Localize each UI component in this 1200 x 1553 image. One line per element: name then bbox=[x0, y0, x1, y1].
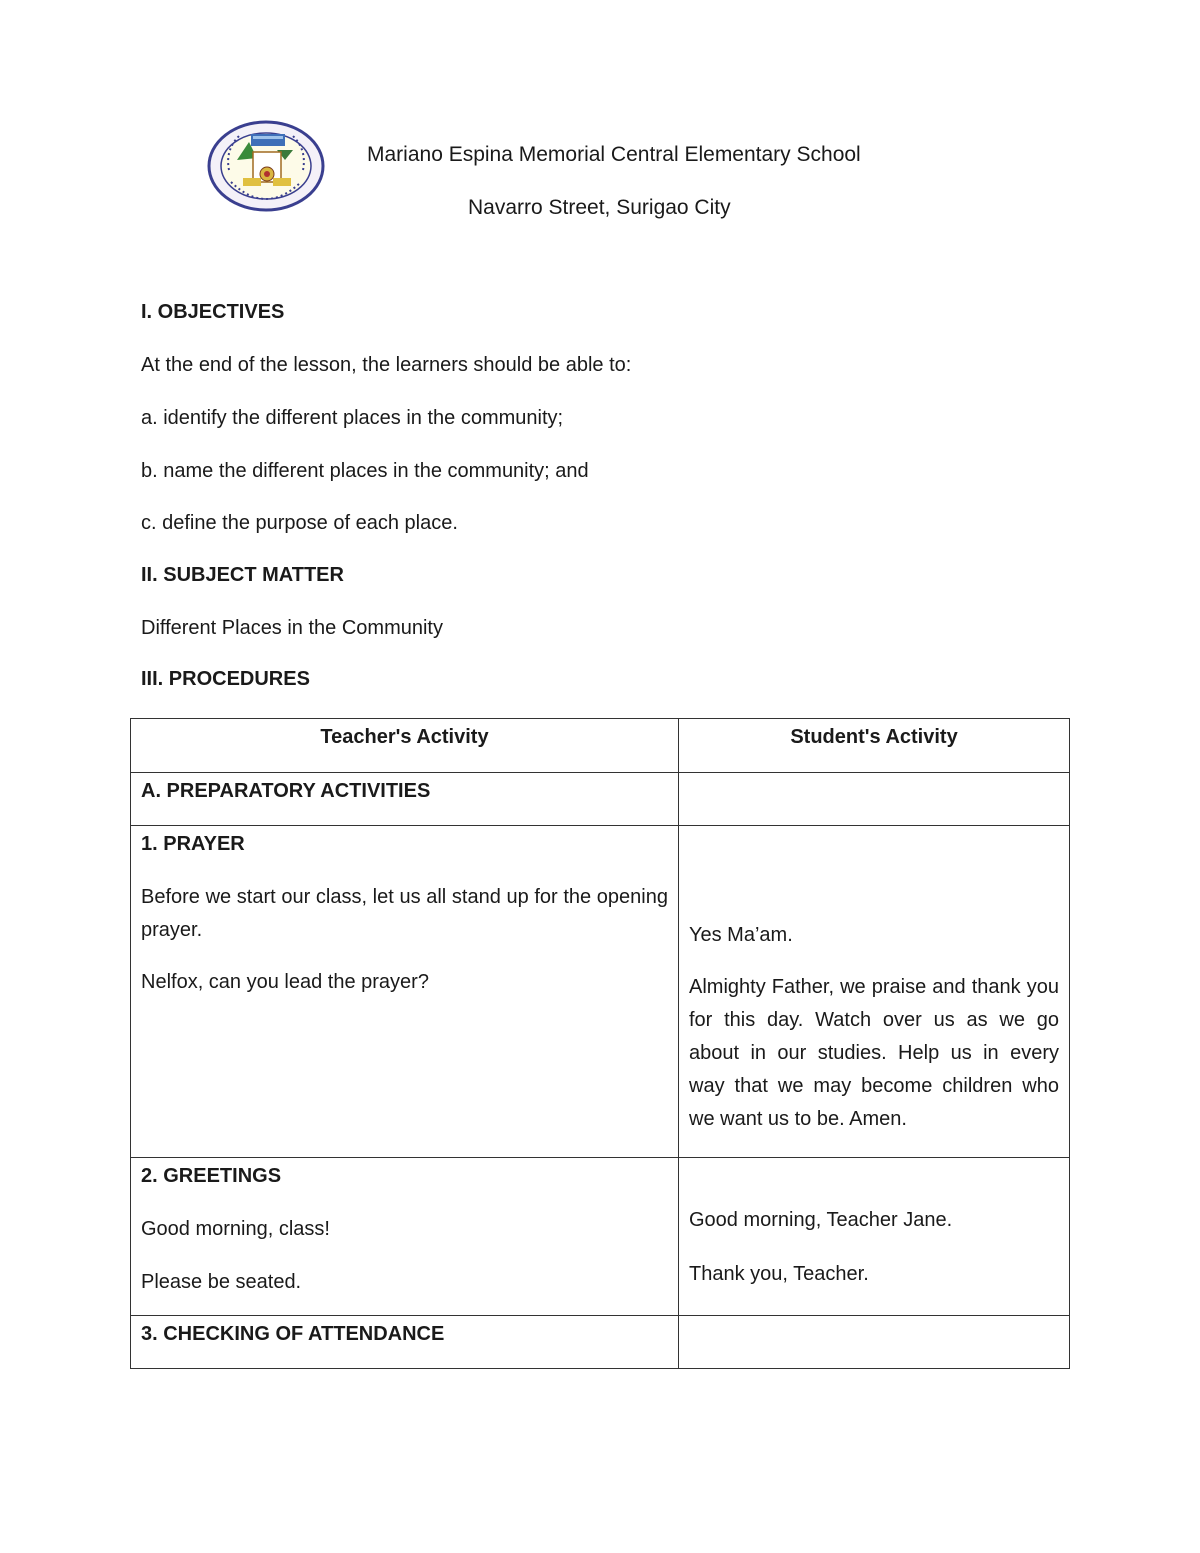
objective-item-c: c. define the purpose of each place. bbox=[141, 512, 458, 534]
school-name: Mariano Espina Memorial Central Elementary School bbox=[367, 143, 861, 166]
preparatory-student-cell bbox=[679, 773, 1070, 826]
greetings-teacher-line-2: Please be seated. bbox=[141, 1271, 302, 1293]
objectives-intro: At the end of the lesson, the learners should be able to: bbox=[141, 354, 632, 376]
greetings-student-line-2: Thank you, Teacher. bbox=[689, 1263, 869, 1285]
greetings-teacher-line-1: Good morning, class! bbox=[141, 1218, 330, 1240]
preparatory-activities-label: A. PREPARATORY ACTIVITIES bbox=[131, 773, 679, 826]
prayer-teacher-line-2: Nelfox, can you lead the prayer? bbox=[141, 971, 429, 993]
greetings-student-cell bbox=[679, 1158, 1070, 1316]
table-row-prayer bbox=[131, 826, 1070, 1158]
procedures-heading: III. PROCEDURES bbox=[141, 668, 310, 690]
table-row-preparatory bbox=[131, 773, 1070, 826]
greetings-teacher-cell bbox=[131, 1158, 679, 1316]
subject-matter-text: Different Places in the Community bbox=[141, 617, 443, 639]
column-header-teacher: Teacher's Activity bbox=[131, 719, 679, 773]
prayer-title: 1. PRAYER bbox=[141, 833, 245, 855]
objective-item-b: b. name the different places in the community; and bbox=[141, 460, 589, 482]
prayer-student-line-1: Yes Ma’am. bbox=[689, 924, 793, 946]
school-address: Navarro Street, Surigao City bbox=[468, 196, 731, 219]
prayer-student-line-2: Almighty Father, we praise and thank you for this day. Watch over us as we go about in our studies. Help us in every way that we may become children who we want us to be. Amen. bbox=[689, 976, 1059, 1130]
procedures-table bbox=[130, 718, 1070, 1369]
attendance-student-cell bbox=[679, 1316, 1070, 1369]
column-header-student: Student's Activity bbox=[679, 719, 1070, 773]
prayer-student-cell bbox=[679, 826, 1070, 1158]
objective-item-a: a. identify the different places in the community; bbox=[141, 407, 564, 429]
objectives-heading: I. OBJECTIVES bbox=[141, 301, 285, 323]
subject-matter-heading: II. SUBJECT MATTER bbox=[141, 564, 344, 586]
school-seal-logo bbox=[207, 120, 325, 212]
table-header-row bbox=[131, 719, 1070, 773]
table-row-attendance bbox=[131, 1316, 1070, 1369]
greetings-title: 2. GREETINGS bbox=[141, 1165, 282, 1187]
attendance-label: 3. CHECKING OF ATTENDANCE bbox=[131, 1316, 679, 1369]
prayer-teacher-cell bbox=[131, 826, 679, 1158]
greetings-student-line-1: Good morning, Teacher Jane. bbox=[689, 1209, 953, 1231]
prayer-teacher-line-1: Before we start our class, let us all stand up for the opening prayer. bbox=[141, 886, 668, 941]
table-row-greetings bbox=[131, 1158, 1070, 1316]
